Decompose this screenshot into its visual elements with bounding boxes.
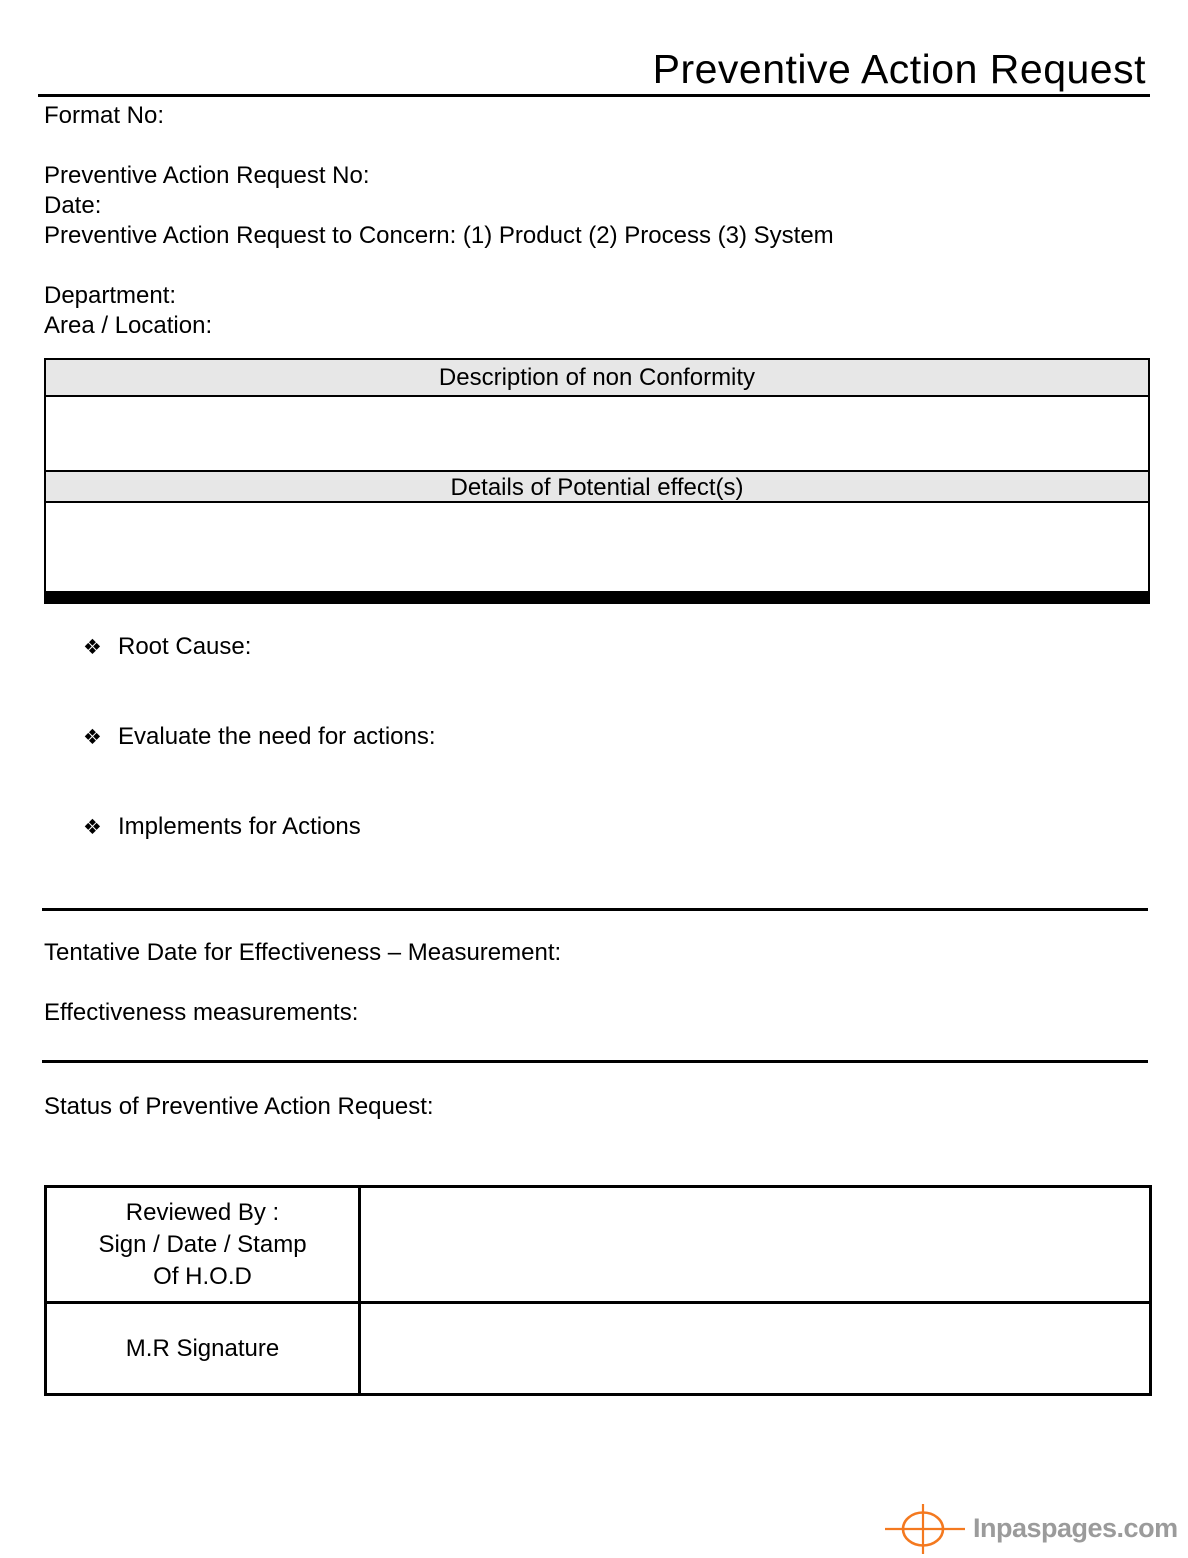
date-label: Date: xyxy=(44,192,102,219)
brand-name: Inpaspages.com xyxy=(973,1512,1178,1543)
diamond-bullet-icon: ❖ xyxy=(83,815,102,839)
nonconformity-description-cell[interactable] xyxy=(46,397,1148,470)
implements-actions-label: Implements for Actions xyxy=(118,813,361,840)
area-location-label: Area / Location: xyxy=(44,312,213,339)
mr-signature-cell[interactable] xyxy=(361,1304,1149,1393)
footer-brand xyxy=(884,1492,1178,1556)
root-cause-label: Root Cause: xyxy=(118,633,252,660)
diamond-bullet-icon: ❖ xyxy=(83,635,102,659)
concern-label: Preventive Action Request to Concern: (1) Product (2) Process (3) System xyxy=(44,222,834,249)
nonconformity-table xyxy=(44,358,1150,604)
bullet-implements-actions xyxy=(83,812,361,842)
page-title: Preventive Action Request xyxy=(652,46,1146,92)
department-label: Department: xyxy=(44,282,177,309)
potential-effects-header: Details of Potential effect(s) xyxy=(46,470,1148,503)
table-bottom-bar xyxy=(46,591,1148,604)
evaluate-need-label: Evaluate the need for actions: xyxy=(118,723,436,750)
effectiveness-measurements-label: Effectiveness measurements: xyxy=(44,999,359,1026)
mr-signature-label: M.R Signature xyxy=(125,1334,280,1362)
bullet-evaluate-need xyxy=(83,722,436,752)
tentative-date-label: Tentative Date for Effectiveness – Measurement: xyxy=(44,939,562,966)
reviewed-by-signature-cell[interactable] xyxy=(361,1188,1149,1304)
par-no-label: Preventive Action Request No: xyxy=(44,162,370,189)
potential-effects-cell[interactable] xyxy=(46,503,1148,591)
reviewed-by-line-1: Reviewed By : xyxy=(125,1198,280,1226)
nonconformity-header: Description of non Conformity xyxy=(46,360,1148,397)
title-divider xyxy=(38,94,1150,97)
reviewed-by-line-3: Of H.O.D xyxy=(153,1262,252,1290)
request-info-block xyxy=(44,161,834,251)
mr-signature-label-cell xyxy=(47,1304,361,1393)
signoff-table xyxy=(44,1185,1152,1396)
location-info-block xyxy=(44,281,212,341)
bullet-root-cause xyxy=(83,632,251,662)
reviewed-by-line-2: Sign / Date / Stamp xyxy=(98,1230,307,1258)
reviewed-by-label-cell xyxy=(47,1188,361,1304)
format-no-label: Format No: xyxy=(44,102,165,129)
section-divider xyxy=(42,1060,1148,1063)
crosshair-target-icon xyxy=(884,1492,966,1556)
section-divider xyxy=(42,908,1148,911)
diamond-bullet-icon: ❖ xyxy=(83,725,102,749)
status-label: Status of Preventive Action Request: xyxy=(44,1093,434,1120)
